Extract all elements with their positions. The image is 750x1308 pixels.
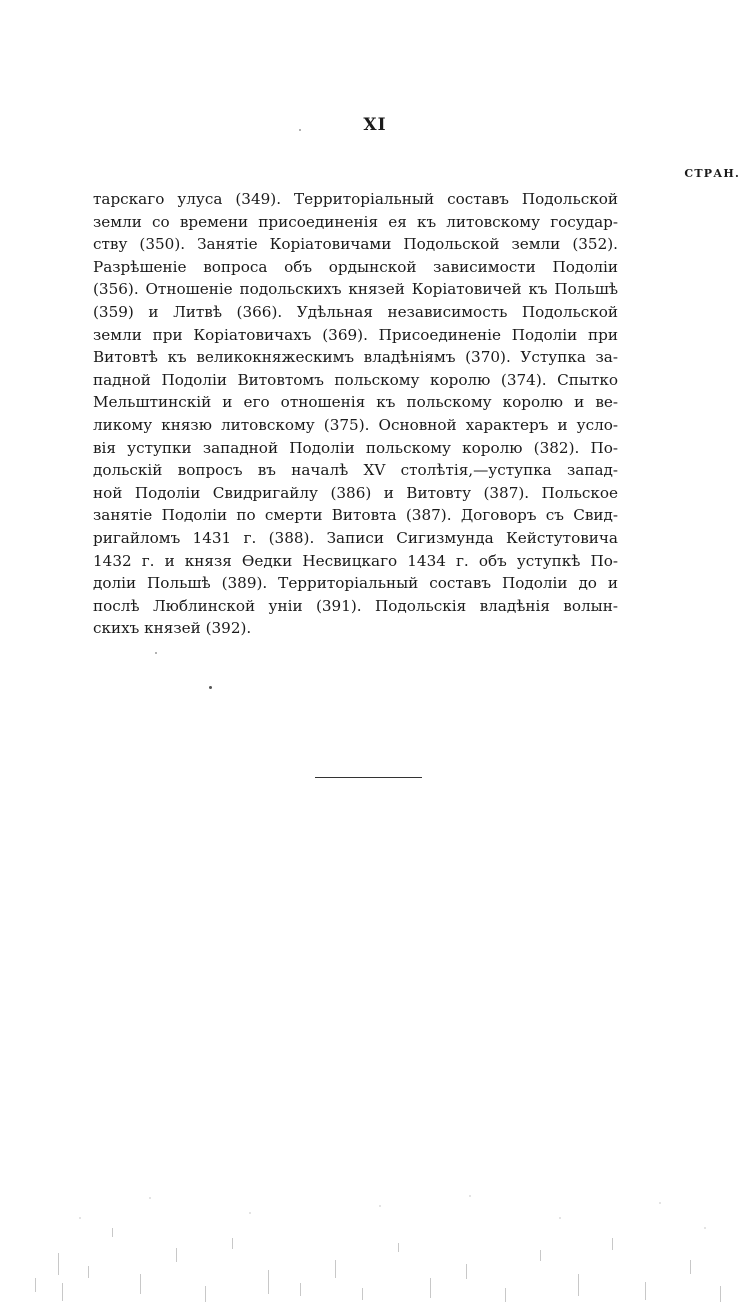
text-line: вія уступки западной Подоліи польскому королю (382). По- bbox=[93, 438, 618, 457]
text-line: Разрѣшеніе вопроса объ ордынской зависимости Подоліи bbox=[93, 257, 618, 276]
text-line: Витовтѣ къ великокняжескимъ владѣніямъ (370). Уступка за- bbox=[93, 348, 618, 367]
table-of-contents-paragraph bbox=[93, 188, 618, 640]
text-line: ригайломъ 1431 г. (388). Записи Сигизмунда Кейстутовича bbox=[93, 528, 618, 547]
text-line: земли при Коріатовичахъ (369). Присоединеніе Подоліи при bbox=[93, 325, 618, 344]
scan-noise-area bbox=[0, 1078, 750, 1308]
column-label-pages: СТРАН. bbox=[684, 167, 740, 180]
text-line: Мельштинскій и его отношенія къ польскому королю и ве- bbox=[93, 393, 618, 412]
text-line: ликому князю литовскому (375). Основной характеръ и усло- bbox=[93, 415, 618, 434]
text-line: ной Подоліи Свидригайлу (386) и Витовту (387). Польское bbox=[93, 483, 618, 502]
text-line: 1432 г. и князя Ѳедки Несвицкаго 1434 г. объ уступкѣ По- bbox=[93, 551, 618, 570]
text-line: занятіе Подоліи по смерти Витовта (387). Договоръ съ Свид- bbox=[93, 506, 618, 525]
text-line: скихъ князей (392). bbox=[93, 619, 252, 638]
page-number: XI bbox=[363, 115, 387, 135]
text-line: доліи Польшѣ (389). Территоріальный составъ Подоліи до и bbox=[93, 574, 618, 593]
scan-speck bbox=[155, 652, 157, 654]
text-line: (356). Отношеніе подольскихъ князей Коріатовичей къ Польшѣ bbox=[93, 280, 618, 299]
text-line: падной Подоліи Витовтомъ польскому королю (374). Спытко bbox=[93, 370, 618, 389]
text-line: (359) и Литвѣ (366). Удѣльная независимость Подольской bbox=[93, 302, 618, 321]
scan-speck bbox=[299, 129, 301, 131]
scan-speck bbox=[209, 686, 212, 689]
section-divider-rule bbox=[315, 777, 422, 778]
text-line: послѣ Люблинской уніи (391). Подольскія владѣнія волын- bbox=[93, 596, 618, 615]
text-line: тарскаго улуса (349). Территоріальный составъ Подольской bbox=[93, 190, 618, 208]
text-line: земли со времени присоединенія ея къ литовскому государ- bbox=[93, 212, 618, 231]
text-line: дольскій вопросъ въ началѣ XV столѣтія,—уступка запад- bbox=[93, 461, 618, 480]
text-line: ству (350). Занятіе Коріатовичами Подольской земли (352). bbox=[93, 235, 618, 254]
scan-noise bbox=[0, 1078, 750, 1308]
